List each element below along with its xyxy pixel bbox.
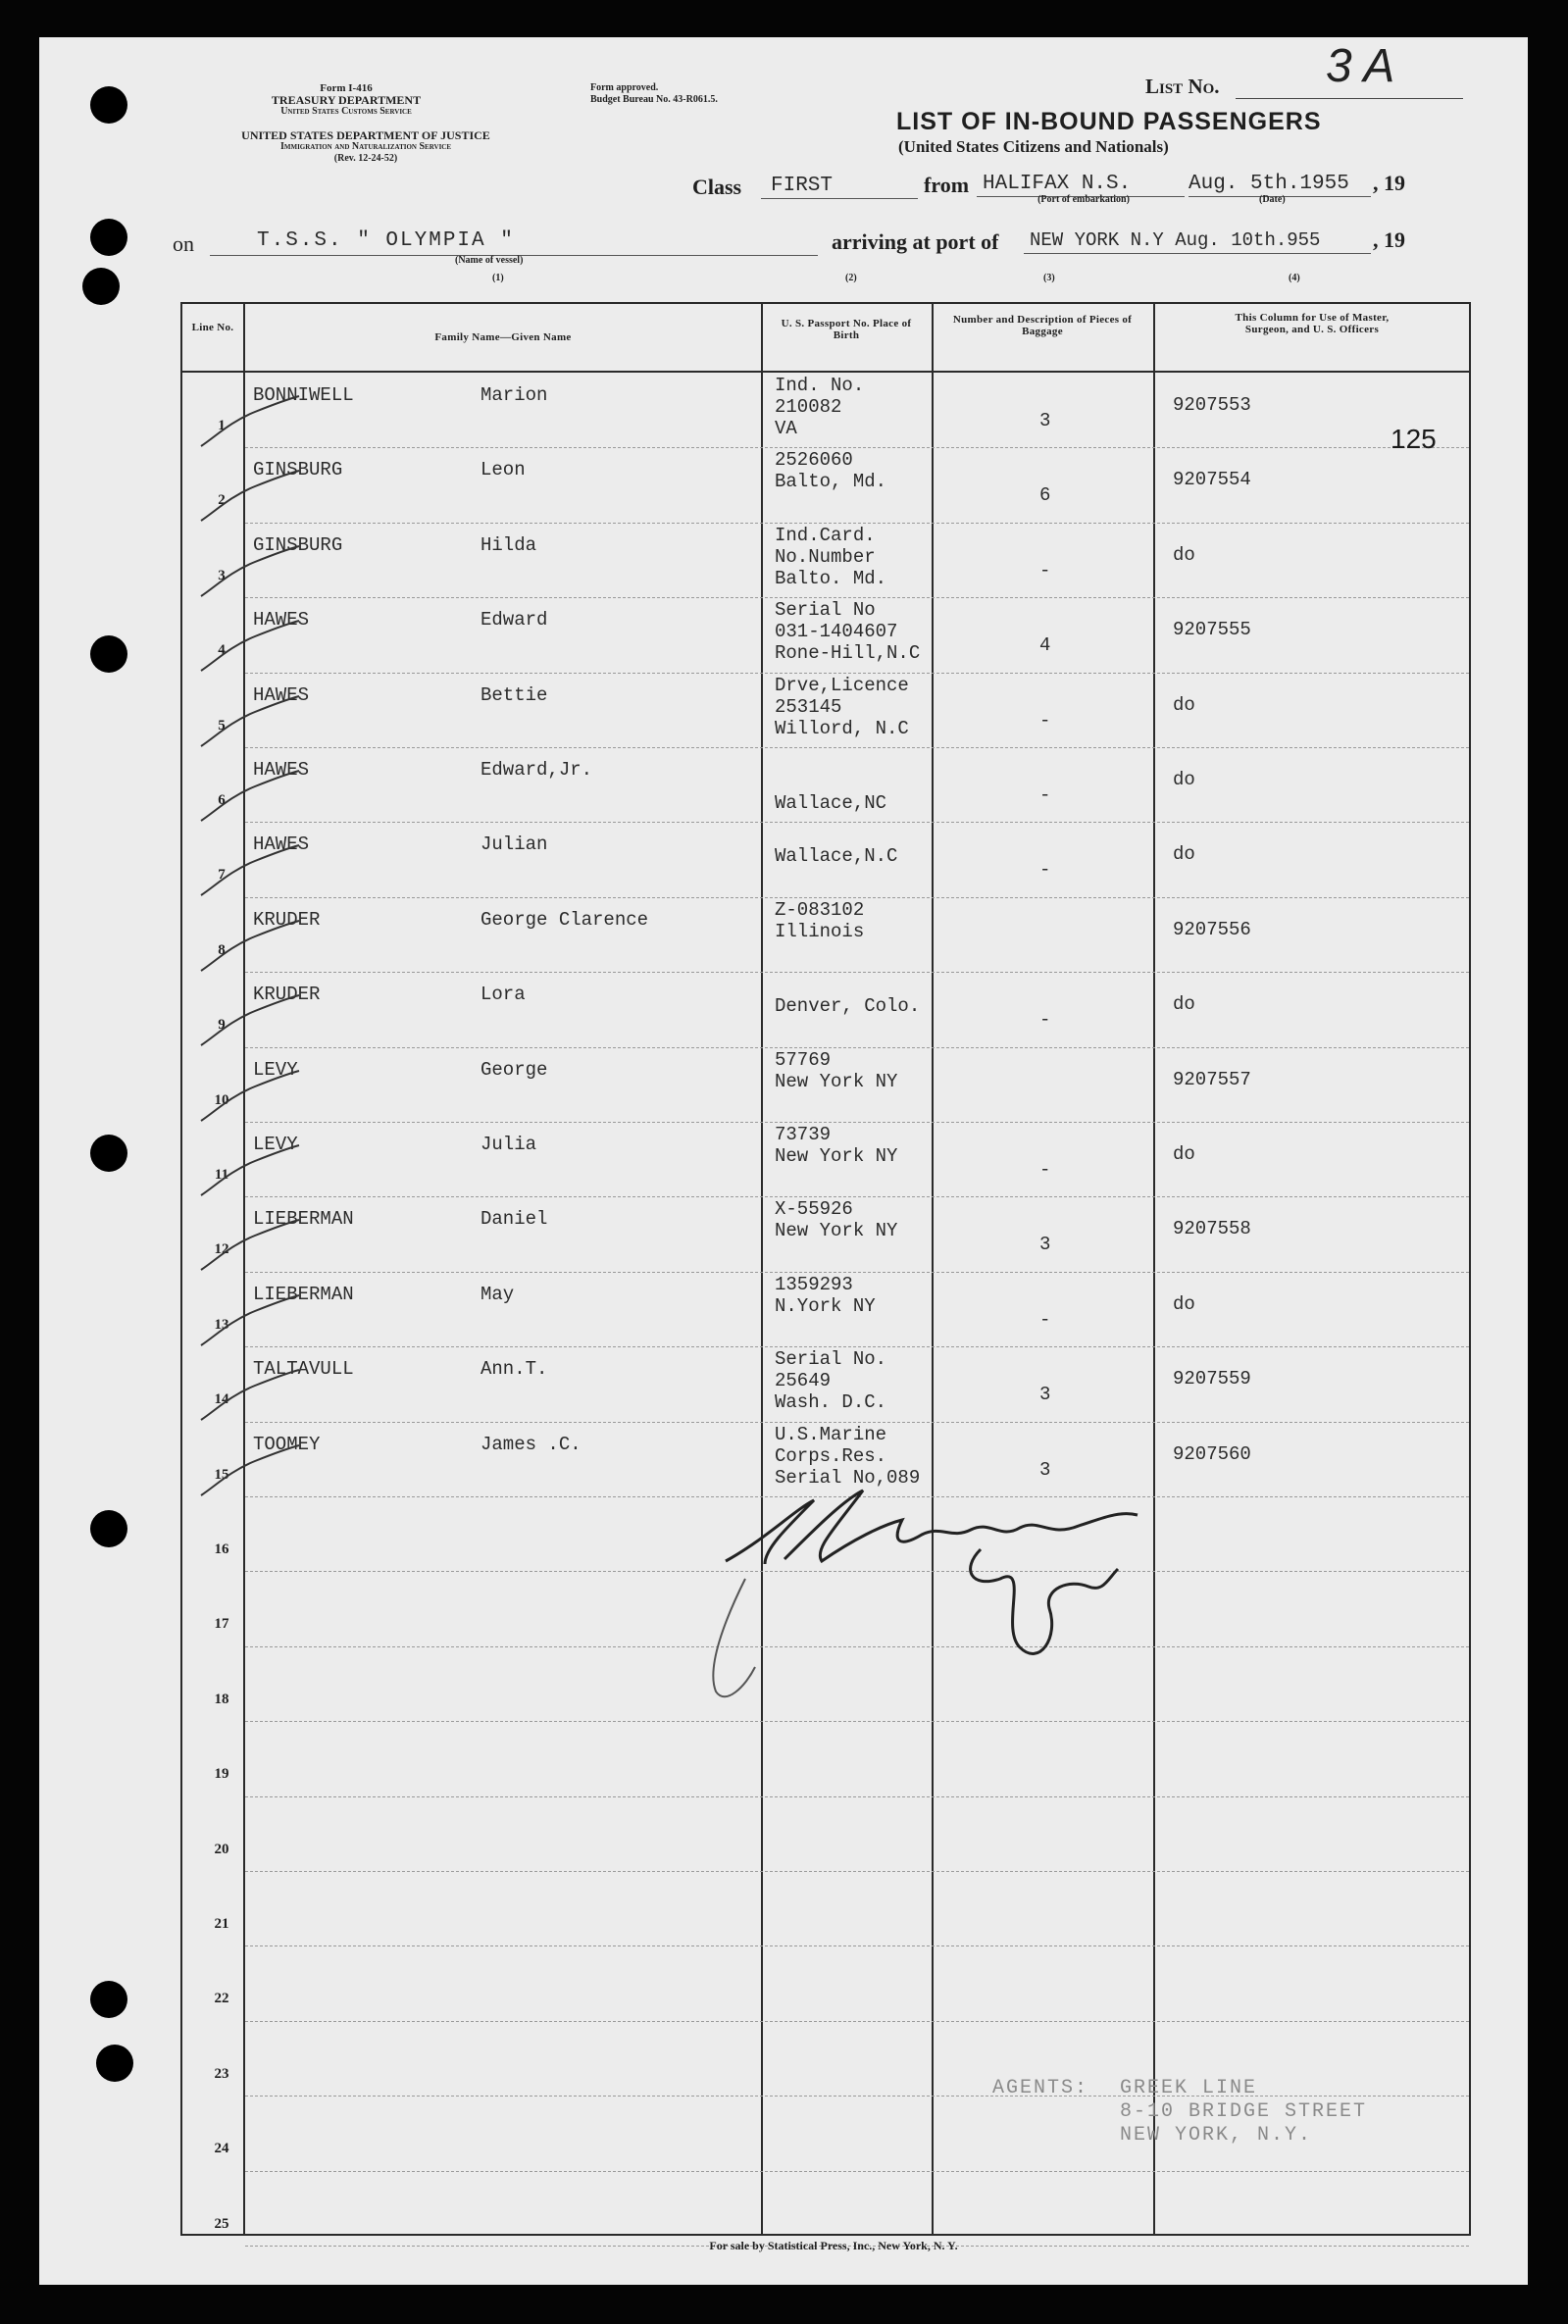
officer-record: do bbox=[1173, 993, 1195, 1016]
row-divider bbox=[245, 1721, 1469, 1722]
form-approved: Form approved. bbox=[590, 82, 659, 93]
given-name: May bbox=[481, 1283, 515, 1305]
row-divider bbox=[245, 597, 1469, 598]
officer-record: 9207553 bbox=[1173, 394, 1251, 416]
line-number: 22 bbox=[214, 1991, 229, 2007]
baggage-count: - bbox=[1039, 709, 1051, 732]
row-divider bbox=[245, 1122, 1469, 1123]
passport-line-2: 25649 bbox=[775, 1370, 832, 1392]
passport-line-1: Z-083102 bbox=[775, 898, 865, 921]
officer-record: 9207556 bbox=[1173, 918, 1251, 940]
line-number: 23 bbox=[214, 2065, 229, 2082]
passport-line-3: Willord, N.C bbox=[775, 717, 909, 739]
family-name: HAWES bbox=[253, 609, 310, 632]
officer-record: do bbox=[1173, 769, 1195, 790]
baggage-count: - bbox=[1039, 559, 1051, 581]
passport-line-3: Balto. Md. bbox=[775, 567, 887, 589]
passport-line-3: Serial No,089 bbox=[775, 1466, 921, 1489]
class-value: FIRST bbox=[771, 175, 834, 197]
agents-line-1: GREEK LINE bbox=[1120, 2077, 1258, 2099]
given-name: Julia bbox=[481, 1134, 537, 1155]
passport-line-2: New York NY bbox=[775, 1220, 898, 1242]
baggage-count: 4 bbox=[1039, 634, 1051, 657]
given-name: Leon bbox=[481, 459, 526, 481]
baggage-count: 3 bbox=[1039, 1384, 1051, 1406]
passport-line-2: No.Number bbox=[775, 545, 876, 568]
treasury-department: TREASURY DEPARTMENT bbox=[271, 93, 422, 107]
officer-record: 9207555 bbox=[1173, 619, 1251, 641]
line-number: 17 bbox=[214, 1616, 229, 1633]
baggage-count: - bbox=[1039, 1308, 1051, 1331]
check-mark bbox=[196, 1441, 304, 1500]
passport-line-1: Ind. No. bbox=[775, 375, 865, 396]
agents-label: AGENTS: bbox=[992, 2077, 1089, 2099]
check-mark bbox=[196, 1216, 304, 1275]
check-mark bbox=[196, 767, 304, 826]
passport-line-1: 2526060 bbox=[775, 449, 853, 472]
officer-record: 9207557 bbox=[1173, 1068, 1251, 1090]
baggage-count: 3 bbox=[1039, 1458, 1051, 1481]
check-mark bbox=[196, 392, 304, 451]
row-divider bbox=[245, 822, 1469, 823]
row-divider bbox=[245, 2021, 1469, 2022]
passport-line-2: 210082 bbox=[775, 396, 842, 418]
family-name: KRUDER bbox=[253, 908, 321, 931]
caption-1: (1) bbox=[492, 273, 504, 283]
line-number: 5 bbox=[218, 717, 226, 733]
vessel-name: T.S.S. " OLYMPIA " bbox=[257, 229, 515, 252]
family-name: LIEBERMAN bbox=[253, 1283, 354, 1305]
given-name: Marion bbox=[481, 384, 548, 406]
given-name: George bbox=[481, 1058, 548, 1081]
col-header-passport: U. S. Passport No. Place of Birth bbox=[781, 318, 912, 341]
passport-line-3: Wallace,NC bbox=[775, 792, 887, 814]
family-name: LEVY bbox=[253, 1058, 298, 1081]
passport-line-2: 253145 bbox=[775, 695, 842, 718]
caption-4: (4) bbox=[1289, 273, 1300, 283]
row-divider bbox=[245, 1422, 1469, 1423]
row-divider bbox=[245, 1196, 1469, 1197]
row-divider bbox=[245, 673, 1469, 674]
row-divider bbox=[245, 1346, 1469, 1347]
officer-signature bbox=[706, 1471, 1216, 1706]
check-mark bbox=[196, 542, 304, 601]
page-subtitle: (United States Citizens and Nationals) bbox=[898, 137, 1169, 156]
passport-line-3: Rone-Hill,N.C bbox=[775, 642, 921, 665]
passport-line-1: Drve,Licence bbox=[775, 674, 909, 696]
embarkation-port: HALIFAX N.S. bbox=[983, 173, 1132, 195]
baggage-count: 3 bbox=[1039, 1234, 1051, 1256]
line-number: 19 bbox=[214, 1766, 229, 1783]
family-name: HAWES bbox=[253, 834, 310, 856]
line-number: 25 bbox=[214, 2215, 229, 2232]
passport-line-1: Serial No. bbox=[775, 1348, 887, 1371]
caption-3: (3) bbox=[1043, 273, 1055, 283]
line-number: 20 bbox=[214, 1841, 229, 1857]
officer-record: 9207558 bbox=[1173, 1218, 1251, 1240]
family-name: LEVY bbox=[253, 1134, 298, 1155]
from-label: from bbox=[924, 173, 970, 197]
embarkation-date: Aug. 5th.1955 bbox=[1189, 173, 1349, 195]
row-divider bbox=[245, 1945, 1469, 1946]
baggage-count: - bbox=[1039, 784, 1051, 806]
immigration-service: Immigration and Naturalization Service bbox=[279, 141, 452, 152]
line-number: 10 bbox=[214, 1091, 229, 1108]
footer-printer: For sale by Statistical Press, Inc., New York, N. Y. bbox=[709, 2239, 958, 2252]
officer-record: do bbox=[1173, 543, 1195, 566]
baggage-count: 6 bbox=[1039, 484, 1051, 507]
check-mark bbox=[196, 1291, 304, 1350]
check-mark bbox=[196, 1366, 304, 1425]
row-divider bbox=[245, 2171, 1469, 2172]
year-19-b: , 19 bbox=[1373, 227, 1405, 252]
passport-line-2: Balto, Md. bbox=[775, 471, 887, 493]
line-number: 15 bbox=[214, 1466, 229, 1483]
passport-line-2: Corps.Res. bbox=[775, 1444, 887, 1467]
col-header-line-no: Line No. bbox=[191, 322, 234, 333]
given-name: Daniel bbox=[481, 1208, 548, 1231]
baggage-count: - bbox=[1039, 859, 1051, 882]
passport-line-3: Wash. D.C. bbox=[775, 1391, 887, 1414]
family-name: TOOMEY bbox=[253, 1433, 321, 1455]
form-number: Form I-416 bbox=[320, 82, 373, 94]
passport-line-1: X-55926 bbox=[775, 1198, 853, 1221]
line-number: 1 bbox=[218, 418, 226, 433]
officer-record: 9207559 bbox=[1173, 1368, 1251, 1390]
year-19-a: , 19 bbox=[1373, 171, 1405, 195]
passport-line-1: 73739 bbox=[775, 1124, 832, 1145]
row-divider bbox=[245, 1871, 1469, 1872]
row-divider bbox=[245, 447, 1469, 448]
budget-bureau: Budget Bureau No. 43-R061.5. bbox=[590, 94, 718, 105]
check-mark bbox=[196, 841, 304, 900]
line-number: 11 bbox=[214, 1167, 229, 1183]
on-label: on bbox=[173, 231, 194, 256]
customs-service: United States Customs Service bbox=[280, 106, 412, 117]
given-name: Hilda bbox=[481, 533, 537, 556]
line-number: 3 bbox=[218, 567, 226, 583]
officer-record: do bbox=[1173, 1143, 1195, 1165]
baggage-count: - bbox=[1039, 1009, 1051, 1032]
line-number: 24 bbox=[214, 2141, 229, 2157]
check-mark bbox=[196, 1067, 304, 1126]
check-mark bbox=[196, 1141, 304, 1200]
passport-line-2: Illinois bbox=[775, 920, 865, 942]
line-number: 18 bbox=[214, 1691, 229, 1707]
officer-record: do bbox=[1173, 1292, 1195, 1315]
passport-line-2: New York NY bbox=[775, 1145, 898, 1167]
page-count: 125 bbox=[1391, 424, 1437, 454]
header-divider bbox=[180, 371, 1471, 373]
passport-line-2: New York NY bbox=[775, 1070, 898, 1092]
justice-department: UNITED STATES DEPARTMENT OF JUSTICE bbox=[241, 128, 490, 142]
line-number: 14 bbox=[214, 1391, 229, 1408]
row-divider bbox=[245, 1047, 1469, 1048]
col-header-baggage: Number and Description of Pieces of Baggage bbox=[952, 314, 1133, 337]
class-label: Class bbox=[692, 175, 742, 199]
line-number: 13 bbox=[214, 1316, 229, 1333]
given-name: Ann.T. bbox=[481, 1358, 548, 1381]
embarkation-caption: (Port of embarkation) bbox=[1037, 194, 1130, 205]
col-header-name: Family Name—Given Name bbox=[434, 331, 572, 343]
row-divider bbox=[245, 897, 1469, 898]
revision-date: (Rev. 12-24-52) bbox=[333, 153, 398, 164]
line-number: 8 bbox=[218, 941, 226, 958]
row-divider bbox=[245, 523, 1469, 524]
check-mark bbox=[196, 467, 304, 526]
list-no-value: 3 A bbox=[1326, 40, 1395, 92]
agents-line-2: 8-10 BRIDGE STREET bbox=[1120, 2100, 1368, 2123]
given-name: Julian bbox=[481, 834, 548, 856]
family-name: TALTAVULL bbox=[253, 1358, 354, 1381]
passport-line-2: Wallace,N.C bbox=[775, 845, 898, 868]
family-name: GINSBURG bbox=[253, 459, 343, 481]
line-number: 16 bbox=[214, 1541, 229, 1557]
line-number: 7 bbox=[218, 867, 226, 884]
given-name: James .C. bbox=[481, 1433, 582, 1455]
line-number: 12 bbox=[214, 1241, 229, 1258]
col-header-officers: This Column for Use of Master, Surgeon, and U. S. Officers bbox=[1235, 312, 1390, 335]
check-mark bbox=[196, 692, 304, 751]
passport-line-1: 57769 bbox=[775, 1048, 832, 1071]
officer-record: do bbox=[1173, 843, 1195, 866]
passport-line-1: Serial No bbox=[775, 599, 876, 622]
row-divider bbox=[245, 972, 1469, 973]
line-number: 4 bbox=[218, 642, 226, 659]
family-name: LIEBERMAN bbox=[253, 1208, 354, 1231]
row-divider bbox=[245, 1272, 1469, 1273]
given-name: Lora bbox=[481, 984, 526, 1006]
arriving-label: arriving at port of bbox=[832, 229, 999, 254]
row-divider bbox=[245, 747, 1469, 748]
family-name: HAWES bbox=[253, 759, 310, 781]
passport-line-1: Ind.Card. bbox=[775, 524, 876, 546]
row-divider bbox=[245, 1796, 1469, 1797]
given-name: Edward,Jr. bbox=[481, 759, 593, 781]
vessel-caption: (Name of vessel) bbox=[455, 255, 524, 266]
page-title: LIST OF IN-BOUND PASSENGERS bbox=[896, 108, 1322, 135]
passport-line-3: VA bbox=[775, 418, 797, 439]
officer-record: do bbox=[1173, 693, 1195, 716]
baggage-count: - bbox=[1039, 1159, 1051, 1181]
passport-line-2: Denver, Colo. bbox=[775, 995, 921, 1018]
check-mark bbox=[196, 917, 304, 976]
line-number: 21 bbox=[214, 1916, 229, 1932]
officer-record: 9207554 bbox=[1173, 469, 1251, 491]
agents-line-3: NEW YORK, N.Y. bbox=[1120, 2124, 1313, 2147]
line-number: 9 bbox=[218, 1017, 226, 1034]
passport-line-1: U.S.Marine bbox=[775, 1423, 887, 1445]
family-name: KRUDER bbox=[253, 984, 321, 1006]
row-divider bbox=[245, 2096, 1469, 2097]
date-caption: (Date) bbox=[1259, 194, 1286, 205]
line-number: 2 bbox=[218, 492, 226, 509]
family-name: HAWES bbox=[253, 683, 310, 706]
list-no-label: List No. bbox=[1145, 75, 1220, 98]
given-name: Bettie bbox=[481, 683, 548, 706]
check-mark bbox=[196, 991, 304, 1050]
caption-2: (2) bbox=[845, 273, 857, 283]
arrival-port-date: NEW YORK N.Y Aug. 10th.955 bbox=[1030, 229, 1321, 251]
check-mark bbox=[196, 617, 304, 676]
passport-line-2: N.York NY bbox=[775, 1294, 876, 1317]
given-name: George Clarence bbox=[481, 908, 649, 931]
family-name: BONNIWELL bbox=[253, 384, 354, 406]
family-name: GINSBURG bbox=[253, 533, 343, 556]
passport-line-1: 1359293 bbox=[775, 1273, 853, 1295]
passport-line-2: 031-1404607 bbox=[775, 621, 898, 643]
officer-record: 9207560 bbox=[1173, 1442, 1251, 1465]
baggage-count: 3 bbox=[1039, 410, 1051, 431]
given-name: Edward bbox=[481, 609, 548, 632]
line-number: 6 bbox=[218, 792, 226, 808]
